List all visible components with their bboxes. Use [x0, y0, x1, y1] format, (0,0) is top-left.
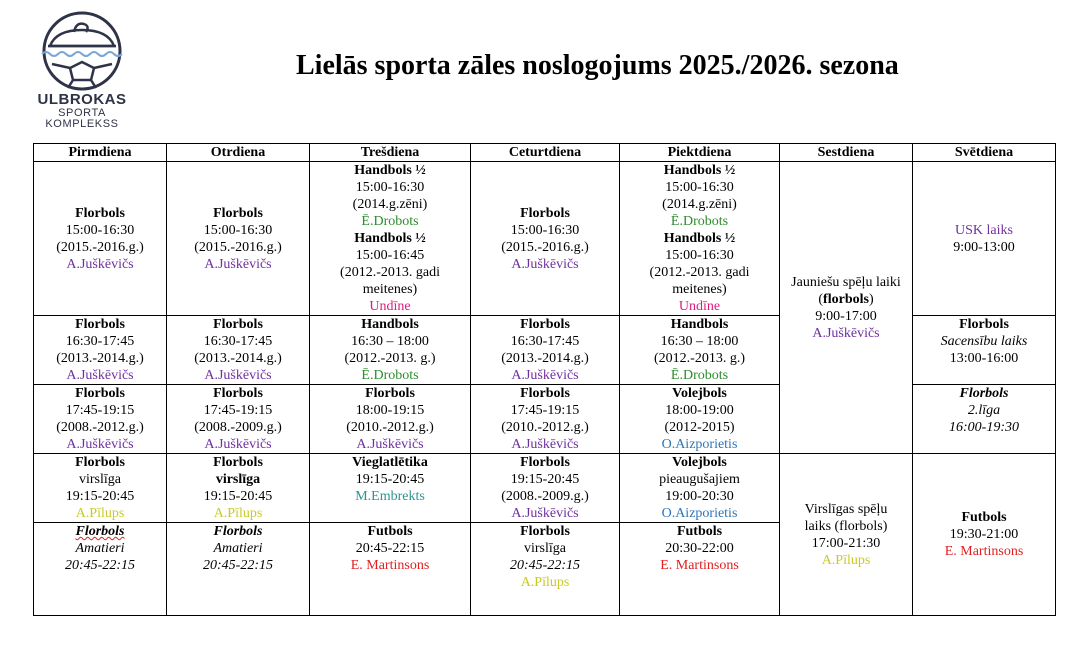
event-note: virslīga	[215, 472, 261, 487]
schedule-cell	[913, 162, 1056, 316]
coach-name: A.Juškēvičs	[356, 437, 424, 452]
schedule-cell	[913, 454, 1056, 616]
age-group: (2012.-2013. gadi	[340, 265, 440, 280]
event-label: Virslīgas spēļu	[804, 501, 888, 517]
event-note: pieaugušajiem	[659, 472, 740, 487]
time-range: 17:45-19:15	[203, 403, 273, 418]
schedule-cell	[310, 162, 471, 316]
age-group: (2008.-2012.g.)	[56, 420, 144, 435]
sport-name: Florbols	[365, 386, 415, 401]
coach-name: A.Juškēvičs	[511, 506, 579, 521]
time-range: 9:00-13:00	[953, 239, 1015, 255]
age-group: (2015.-2016.g.)	[501, 239, 589, 255]
schedule-cell	[34, 385, 167, 454]
sport-name: Florbols	[959, 317, 1009, 332]
coach-name: Ē.Drobots	[361, 368, 419, 383]
age-group: (2010.-2012.g.)	[501, 420, 589, 435]
age-group: (2014.g.zēni)	[352, 197, 428, 212]
event-note: Amatieri	[213, 541, 263, 556]
time-range: 19:00-20:30	[665, 489, 734, 504]
coach-name: A.Pīlups	[75, 506, 125, 521]
coach-name: A.Juškēvičs	[66, 368, 134, 383]
schedule-cell	[471, 385, 620, 454]
schedule-cell-saturday-league	[780, 454, 913, 616]
event-label: laiks (florbols)	[804, 518, 888, 534]
time-range: 20:30-22:00	[665, 541, 734, 556]
age-group: (2013.-2014.g.)	[501, 351, 589, 366]
coach-name: A.Juškēvičs	[812, 325, 880, 341]
sport-name: Florbols	[213, 524, 263, 539]
sport-name: Florbols	[75, 317, 125, 332]
schedule-cell	[620, 162, 780, 316]
age-group: (2012.-2013. gadi	[649, 265, 750, 280]
sport-name: Florbols	[75, 524, 125, 539]
time-range: 19:15-20:45	[65, 489, 135, 504]
sport-name: Florbols	[213, 455, 263, 470]
coach-name: A.Juškēvičs	[204, 368, 272, 383]
sport-name: Handbols	[361, 317, 419, 332]
sport-name: Florbols	[75, 205, 125, 221]
coach-name: Ē.Drobots	[670, 214, 729, 229]
coach-name: A.Pīlups	[213, 506, 263, 521]
logo-main-text: ULBROKAS	[37, 91, 127, 108]
coach-name: Ē.Drobots	[670, 368, 729, 383]
age-group: (2015.-2016.g.)	[194, 239, 282, 255]
event-note: virslīga	[524, 541, 566, 556]
time-range: 17:45-19:15	[510, 403, 580, 418]
time-range: 16:30 – 18:00	[351, 334, 429, 349]
age-group: (2015.-2016.g.)	[56, 239, 144, 255]
age-group: (2008.-2009.g.)	[501, 489, 589, 504]
time-range: 16:30-17:45	[65, 334, 135, 349]
coach-name: Ē.Drobots	[361, 214, 419, 229]
time-range: 19:15-20:45	[203, 489, 273, 504]
day-header-thursday: Ceturtdiena	[471, 144, 620, 162]
sport-name: Handbols ½	[354, 231, 426, 246]
age-group: (2008.-2009.g.)	[194, 420, 282, 435]
time-range: 16:30-17:45	[203, 334, 273, 349]
sport-name: Florbols	[213, 317, 263, 332]
turtle-ball-logo-icon	[36, 10, 128, 92]
schedule-cell	[310, 523, 471, 616]
logo-sub-text-1: SPORTA	[58, 106, 106, 119]
day-header-friday: Piektdiena	[620, 144, 780, 162]
day-header-wednesday: Trešdiena	[310, 144, 471, 162]
schedule-cell	[167, 385, 310, 454]
event-note: Amatieri	[75, 541, 125, 556]
event-note: 2.līga	[967, 403, 1001, 418]
age-group: (2012-2015)	[664, 420, 735, 435]
schedule-cell	[310, 316, 471, 385]
schedule-cell	[34, 316, 167, 385]
sport-name: Florbols	[520, 455, 570, 470]
day-header-sunday: Svētdiena	[913, 144, 1056, 162]
sport-name: Handbols ½	[354, 163, 426, 178]
time-range: 15:00-16:30	[510, 222, 580, 238]
day-header-monday: Pirmdiena	[34, 144, 167, 162]
schedule-cell	[620, 454, 780, 523]
sport-name: Handbols ½	[663, 231, 736, 246]
header-row	[34, 144, 1056, 162]
event-label: Jauniešu spēļu laiki	[791, 274, 901, 290]
schedule-cell	[913, 316, 1056, 385]
sport-name: Futbols	[367, 524, 413, 539]
age-group: (2012.-2013. g.)	[654, 351, 745, 366]
time-range: 20:45-22:15	[510, 558, 580, 573]
schedule-cell	[913, 385, 1056, 454]
coach-name: A.Juškēvičs	[66, 256, 134, 272]
schedule-cell	[167, 523, 310, 616]
age-group: (2010.-2012.g.)	[346, 420, 434, 435]
time-range: 15:00-16:30	[203, 222, 273, 238]
age-group: meitenes)	[362, 282, 418, 297]
sport-name: Florbols	[959, 386, 1009, 401]
age-group: meitenes)	[672, 282, 727, 297]
time-range: 16:30 – 18:00	[660, 334, 739, 349]
time-range: 16:30-17:45	[510, 334, 580, 349]
coach-name: A.Juškēvičs	[511, 368, 579, 383]
sport-name: Florbols	[213, 205, 263, 221]
coach-name: O.Aizporietis	[661, 437, 738, 452]
time-range: 15:00-16:30	[665, 180, 734, 195]
time-range: 19:15-20:45	[355, 472, 425, 487]
sport-name: Volejbols	[672, 455, 727, 470]
coach-name: Undīne	[678, 299, 721, 314]
time-range: 20:45-22:15	[355, 541, 425, 556]
coach-name: E. Martinsons	[350, 558, 430, 573]
schedule-cell	[34, 162, 167, 316]
sport-name: Florbols	[520, 386, 570, 401]
coach-name: A.Juškēvičs	[204, 256, 272, 272]
time-range: 15:00-16:30	[355, 180, 425, 195]
time-range: 19:15-20:45	[510, 472, 580, 487]
coach-name: M.Embrekts	[355, 489, 425, 504]
sport-name: Florbols	[520, 205, 570, 221]
event-label: USK laiks	[955, 222, 1013, 238]
time-range: 20:45-22:15	[203, 558, 273, 573]
sport-name: Vieglatlētika	[352, 455, 428, 470]
schedule-cell	[34, 523, 167, 616]
schedule-cell	[471, 162, 620, 316]
coach-name: Undīne	[369, 299, 411, 314]
age-group: (2014.g.zēni)	[662, 197, 737, 212]
time-range: 20:45-22:15	[65, 558, 135, 573]
page-title: Lielās sporta zāles noslogojums 2025./2026. sezona	[296, 50, 899, 81]
table-row	[34, 162, 1056, 316]
time-range: 17:00-21:30	[811, 535, 881, 551]
schedule-cell	[167, 454, 310, 523]
schedule-cell	[167, 162, 310, 316]
sport-name: Florbols	[75, 455, 125, 470]
coach-name: A.Pīlups	[520, 575, 570, 590]
schedule-cell	[310, 454, 471, 523]
time-range: 13:00-16:00	[949, 351, 1019, 366]
logo-sub-text-2: KOMPLEKSS	[45, 118, 119, 131]
coach-name: E. Martinsons	[944, 544, 1024, 559]
age-group: (2012.-2013. g.)	[344, 351, 436, 366]
sport-name: Florbols	[75, 386, 125, 401]
sport-name: Florbols	[520, 524, 570, 539]
time-range: 9:00-17:00	[815, 308, 877, 324]
day-header-tuesday: Otrdiena	[167, 144, 310, 162]
schedule-cell	[34, 454, 167, 523]
schedule-cell	[620, 523, 780, 616]
sport-name: Florbols	[213, 386, 263, 401]
time-range: 16:00-19:30	[949, 420, 1019, 435]
coach-name: A.Juškēvičs	[511, 437, 579, 452]
coach-name: A.Pīlups	[821, 552, 871, 568]
event-note: virslīga	[79, 472, 121, 487]
schedule-cell	[310, 385, 471, 454]
sport-name: Futbols	[961, 510, 1007, 525]
time-range: 18:00-19:15	[355, 403, 425, 418]
sport-name: Florbols	[520, 317, 570, 332]
sport-name: Handbols ½	[663, 163, 736, 178]
sport-name: Volejbols	[672, 386, 727, 401]
coach-name: E. Martinsons	[660, 558, 739, 573]
time-range: 15:00-16:45	[355, 248, 425, 263]
schedule-cell	[167, 316, 310, 385]
coach-name: A.Juškēvičs	[204, 437, 272, 452]
schedule-cell	[620, 385, 780, 454]
time-range: 17:45-19:15	[65, 403, 135, 418]
coach-name: A.Juškēvičs	[511, 256, 579, 272]
sport-name: Futbols	[676, 524, 723, 539]
day-header-saturday: Sestdiena	[780, 144, 913, 162]
logo	[34, 10, 130, 135]
time-range: 15:00-16:30	[665, 248, 734, 263]
sport-name: Handbols	[670, 317, 729, 332]
age-group: (2013.-2014.g.)	[194, 351, 282, 366]
age-group: (2013.-2014.g.)	[56, 351, 144, 366]
coach-name: O.Aizporietis	[661, 506, 738, 521]
time-range: 18:00-19:00	[665, 403, 734, 418]
schedule-cell	[471, 454, 620, 523]
schedule-cell	[471, 316, 620, 385]
time-range: 19:30-21:00	[949, 527, 1019, 542]
schedule-cell	[471, 523, 620, 616]
sport-name: (florbols)	[818, 291, 874, 307]
time-range: 15:00-16:30	[65, 222, 135, 238]
event-note: Sacensību laiks	[940, 334, 1028, 349]
schedule-cell	[620, 316, 780, 385]
schedule-cell-saturday-youth	[780, 162, 913, 454]
coach-name: A.Juškēvičs	[66, 437, 134, 452]
schedule-table	[33, 143, 1056, 616]
table-row	[34, 454, 1056, 523]
